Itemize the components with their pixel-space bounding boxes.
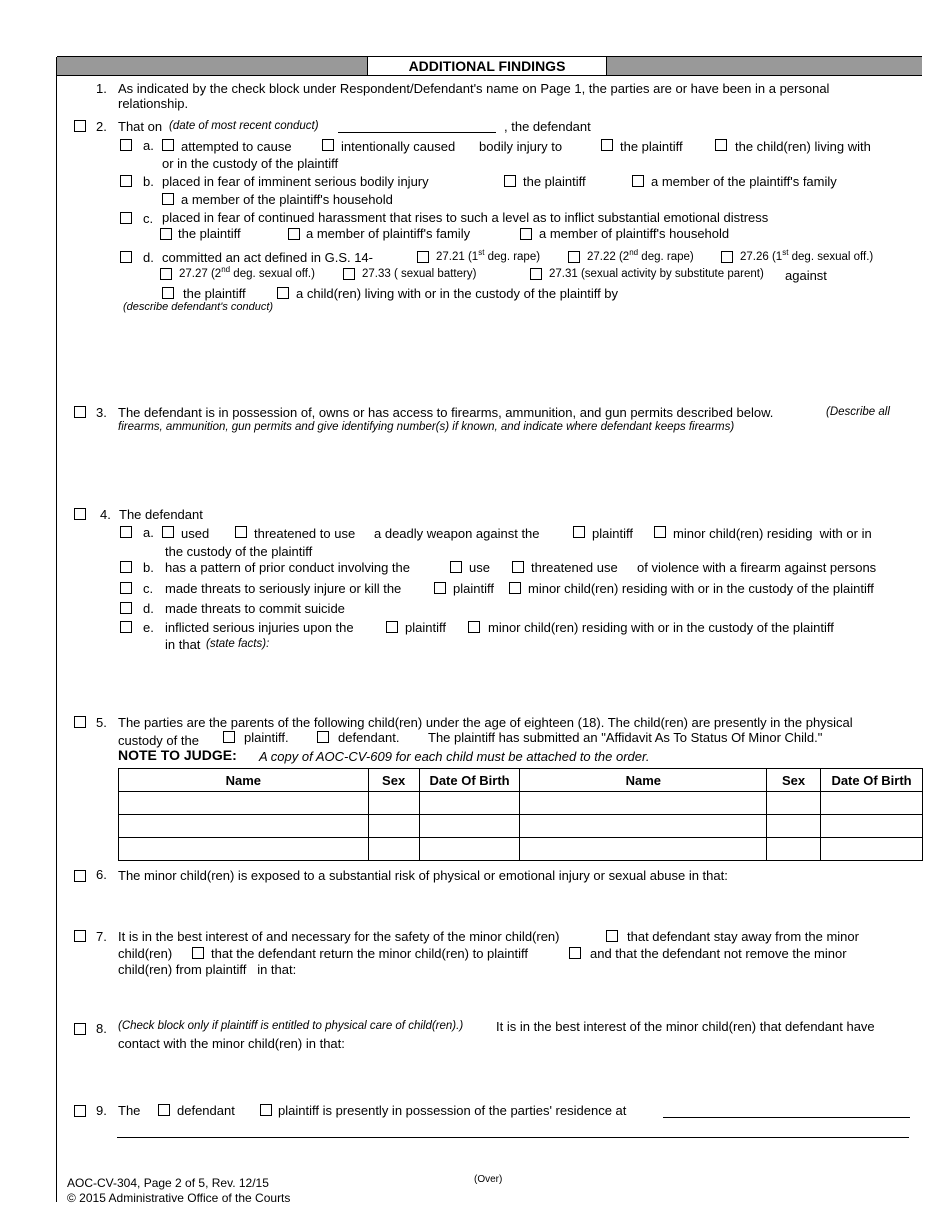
item2d-o2-a: 27.22 (2 xyxy=(587,251,630,263)
item2d-against: against xyxy=(785,268,827,283)
item2d-o4-sup: nd xyxy=(221,265,231,275)
left-margin-rule xyxy=(56,57,57,1202)
table-cell[interactable] xyxy=(821,838,923,861)
col-header-dob-2: Date Of Birth xyxy=(821,769,923,792)
item5-line1: The parties are the parents of the following child(ren) under the age of eighteen (18). The child(ren) are presently in the physical xyxy=(118,715,853,730)
table-row xyxy=(119,838,923,861)
item2-prefix: That on xyxy=(118,119,163,134)
item4b-text: has a pattern of prior conduct involving the xyxy=(165,560,410,575)
item2d-o7-checkbox[interactable] xyxy=(162,287,174,299)
item4c-opt2-checkbox[interactable] xyxy=(509,582,521,594)
item9-address-field[interactable] xyxy=(663,1117,910,1118)
item4c-text: made threats to seriously injure or kill the xyxy=(165,581,402,596)
item2d-o1-checkbox[interactable] xyxy=(417,251,429,263)
item4a-mid: a deadly weapon against the xyxy=(374,526,540,541)
item2d-o3-checkbox[interactable] xyxy=(721,251,733,263)
item6-checkbox[interactable] xyxy=(74,870,86,882)
item8-checkbox[interactable] xyxy=(74,1023,86,1035)
item2d-o1-label xyxy=(436,248,541,263)
item2d-o3-label xyxy=(740,248,874,263)
item2a-opt2-label: intentionally caused xyxy=(341,139,456,154)
item5-note-label: NOTE TO JUDGE: xyxy=(118,747,237,763)
item3-hint1: (Describe all xyxy=(826,406,890,418)
item2c-text: placed in fear of continued harassment that rises to such a level as to inflict substantial emotional distress xyxy=(162,210,769,225)
col-header-dob-1: Date Of Birth xyxy=(419,769,520,792)
col-header-sex-2: Sex xyxy=(767,769,821,792)
table-row xyxy=(119,815,923,838)
table-cell[interactable] xyxy=(368,792,419,815)
item7-opt1-label: that defendant stay away from the minor xyxy=(627,929,859,944)
item2a-opt1-checkbox[interactable] xyxy=(162,139,174,151)
table-cell[interactable] xyxy=(119,815,369,838)
table-cell[interactable] xyxy=(419,815,520,838)
header-top-rule xyxy=(57,56,922,57)
item4b-tail: of violence with a firearm against persons xyxy=(637,560,877,575)
item9-opt2-label: plaintiff is presently in possession of the parties' residence at xyxy=(278,1103,627,1118)
item5-line2b: The plaintiff has submitted an "Affidavit As To Status Of Minor Child." xyxy=(428,730,823,745)
item2b-opt2-label: a member of the plaintiff's family xyxy=(651,174,837,189)
item4b-opt1-label: use xyxy=(469,560,490,575)
item5-number: 5. xyxy=(96,715,107,730)
item4e-text: inflicted serious injuries upon the xyxy=(165,620,354,635)
item2c-checkbox[interactable] xyxy=(120,212,132,224)
item7-number: 7. xyxy=(96,929,107,944)
item2a-opt3-label: the plaintiff xyxy=(620,139,683,154)
item2d-text: committed an act defined in G.S. 14- xyxy=(162,250,373,265)
col-header-name-1: Name xyxy=(119,769,369,792)
item4e-opt2-label: minor child(ren) residing with or in the custody of the plaintiff xyxy=(488,620,834,635)
item4e-opt1-checkbox[interactable] xyxy=(386,621,398,633)
item2d-o4-a: 27.27 (2 xyxy=(179,268,222,280)
item2d-o6-checkbox[interactable] xyxy=(530,268,542,280)
item7-line3: child(ren) from plaintiff in that: xyxy=(118,962,297,977)
item4a-letter: a. xyxy=(143,525,154,540)
item4-text: The defendant xyxy=(119,507,203,522)
item2d-o1-b: deg. rape) xyxy=(484,251,541,263)
item4a-cont: the custody of the plaintiff xyxy=(165,544,313,559)
col-header-sex-1: Sex xyxy=(368,769,419,792)
table-cell[interactable] xyxy=(119,838,369,861)
item2b-opt3-checkbox[interactable] xyxy=(162,193,174,205)
item2d-o2-checkbox[interactable] xyxy=(568,251,580,263)
table-cell[interactable] xyxy=(119,792,369,815)
item2b-checkbox[interactable] xyxy=(120,175,132,187)
item2a-opt4-label: the child(ren) living with xyxy=(735,139,871,154)
item6-number: 6. xyxy=(96,867,107,882)
item2d-o4-checkbox[interactable] xyxy=(160,268,172,280)
item4-checkbox[interactable] xyxy=(74,508,86,520)
item4e-cont: in that xyxy=(165,637,201,652)
item9-address-field-line2[interactable] xyxy=(117,1137,909,1138)
item7-opt2-checkbox[interactable] xyxy=(192,947,204,959)
children-table xyxy=(118,768,923,861)
item2a-opt3-checkbox[interactable] xyxy=(601,139,613,151)
table-cell[interactable] xyxy=(821,792,923,815)
item2-date-field[interactable] xyxy=(338,132,496,133)
item4e-letter: e. xyxy=(143,620,154,635)
item1-line2: relationship. xyxy=(118,96,189,111)
item2b-opt1-checkbox[interactable] xyxy=(504,175,516,187)
item8-line1: It is in the best interest of the minor child(ren) that defendant have xyxy=(496,1019,875,1034)
item2d-hint: (describe defendant's conduct) xyxy=(123,301,274,313)
item2-suffix: , the defendant xyxy=(504,119,591,134)
item2d-o4-b: deg. sexual off.) xyxy=(230,268,315,280)
item2d-o8-label: a child(ren) living with or in the custody of the plaintiff by xyxy=(296,286,619,301)
item2d-o1-sup: st xyxy=(478,248,485,258)
item9-number: 9. xyxy=(96,1103,107,1118)
item4e-hint: (state facts): xyxy=(206,638,270,650)
item2-number: 2. xyxy=(96,119,107,134)
table-cell[interactable] xyxy=(821,815,923,838)
item2d-o7-label: the plaintiff xyxy=(183,286,246,301)
item4a-opt2-label: threatened to use xyxy=(254,526,356,541)
footer-copyright: © 2015 Administrative Office of the Courts xyxy=(67,1191,291,1205)
item9-opt2-checkbox[interactable] xyxy=(260,1104,272,1116)
item2c-opt3-label: a member of plaintiff's household xyxy=(539,226,730,241)
item2a-letter: a. xyxy=(143,138,154,153)
item7-line1: It is in the best interest of and necessary for the safety of the minor child(ren) xyxy=(118,929,560,944)
item4c-opt2-label: minor child(ren) residing with or in the custody of the plaintiff xyxy=(528,581,874,596)
item4a-opt4-checkbox[interactable] xyxy=(654,526,666,538)
item4b-letter: b. xyxy=(143,560,154,575)
table-cell[interactable] xyxy=(419,792,520,815)
item2c-opt2-label: a member of plaintiff's family xyxy=(306,226,471,241)
item2b-opt3-label: a member of the plaintiff's household xyxy=(181,192,393,207)
item6-text: The minor child(ren) is exposed to a substantial risk of physical or emotional injury or sexual abuse in that: xyxy=(118,868,728,883)
item2d-o3-sup: st xyxy=(782,248,789,258)
item3-number: 3. xyxy=(96,405,107,420)
item2d-o3-b: deg. sexual off.) xyxy=(788,251,874,263)
item2b-text: placed in fear of imminent serious bodily injury xyxy=(162,174,429,189)
item4c-opt1-checkbox[interactable] xyxy=(434,582,446,594)
item2d-o4-label xyxy=(179,265,315,280)
item4c-opt1-label: plaintiff xyxy=(453,581,494,596)
item4e-checkbox[interactable] xyxy=(120,621,132,633)
item4c-checkbox[interactable] xyxy=(120,582,132,594)
item7-opt3-label: and that the defendant not remove the minor xyxy=(590,946,847,961)
item2d-o1-a: 27.21 (1 xyxy=(436,251,479,263)
item2c-opt2-checkbox[interactable] xyxy=(288,228,300,240)
item4d-letter: d. xyxy=(143,601,154,616)
item2-checkbox[interactable] xyxy=(74,120,86,132)
item2b-letter: b. xyxy=(143,174,154,189)
item7-opt3-checkbox[interactable] xyxy=(569,947,581,959)
header-bottom-rule xyxy=(57,75,922,76)
item2c-letter: c. xyxy=(143,211,154,226)
item1-number: 1. xyxy=(96,81,107,96)
item2d-o5-checkbox[interactable] xyxy=(343,268,355,280)
item5-opt2-label: defendant. xyxy=(338,730,400,745)
item2a-checkbox[interactable] xyxy=(120,139,132,151)
item4a-opt2-checkbox[interactable] xyxy=(235,526,247,538)
table-cell[interactable] xyxy=(520,792,767,815)
item9-opt1-label: defendant xyxy=(177,1103,235,1118)
item2d-checkbox[interactable] xyxy=(120,251,132,263)
item2d-o2-b: deg. rape) xyxy=(638,251,694,263)
item2c-opt1-checkbox[interactable] xyxy=(160,228,172,240)
item9-opt1-checkbox[interactable] xyxy=(158,1104,170,1116)
item7-checkbox[interactable] xyxy=(74,930,86,942)
item4c-letter: c. xyxy=(143,581,154,596)
item5-opt1-checkbox[interactable] xyxy=(223,731,235,743)
item1-line1: As indicated by the check block under Respondent/Defendant's name on Page 1, the parties are or have been in a personal xyxy=(118,81,830,96)
section-title: ADDITIONAL FINDINGS xyxy=(408,58,566,74)
item2d-o6-label: 27.31 (sexual activity by substitute parent) xyxy=(549,268,764,280)
footer-form-number: AOC-CV-304, Page 2 of 5, Rev. 12/15 xyxy=(67,1176,269,1190)
table-cell[interactable] xyxy=(419,838,520,861)
item2b-opt1-label: the plaintiff xyxy=(523,174,586,189)
item4b-checkbox[interactable] xyxy=(120,561,132,573)
item2d-o2-sup: nd xyxy=(629,248,639,258)
item2c-opt3-checkbox[interactable] xyxy=(520,228,532,240)
table-cell[interactable] xyxy=(767,792,821,815)
item3-checkbox[interactable] xyxy=(74,406,86,418)
item5-line2a: custody of the xyxy=(118,733,199,748)
item4b-opt2-checkbox[interactable] xyxy=(512,561,524,573)
item5-note-text: A copy of AOC-CV-609 for each child must be attached to the order. xyxy=(259,749,650,764)
item4-number: 4. xyxy=(100,507,111,522)
item9-checkbox[interactable] xyxy=(74,1105,86,1117)
children-table-header-row xyxy=(119,769,923,792)
item2d-o3-a: 27.26 (1 xyxy=(740,251,783,263)
item5-opt2-checkbox[interactable] xyxy=(317,731,329,743)
footer-over: (Over) xyxy=(474,1174,503,1185)
table-row xyxy=(119,792,923,815)
table-cell[interactable] xyxy=(368,838,419,861)
item4b-opt1-checkbox[interactable] xyxy=(450,561,462,573)
item2a-opt2-checkbox[interactable] xyxy=(322,139,334,151)
item4a-opt4-label: minor child(ren) residing with or in xyxy=(673,526,872,541)
item2a-opt1-label: attempted to cause xyxy=(181,139,292,154)
item2d-letter: d. xyxy=(143,250,154,265)
item4a-opt1-checkbox[interactable] xyxy=(162,526,174,538)
item4d-checkbox[interactable] xyxy=(120,602,132,614)
table-cell[interactable] xyxy=(368,815,419,838)
item4a-checkbox[interactable] xyxy=(120,526,132,538)
item9-the: The xyxy=(118,1103,141,1118)
item4a-opt3-label: plaintiff xyxy=(592,526,633,541)
item4a-opt3-checkbox[interactable] xyxy=(573,526,585,538)
item8-line2: contact with the minor child(ren) in that: xyxy=(118,1036,345,1051)
item3-line1: The defendant is in possession of, owns or has access to firearms, ammunition, and gun permits described below. xyxy=(118,405,774,420)
item4e-opt2-checkbox[interactable] xyxy=(468,621,480,633)
item4b-opt2-label: threatened use xyxy=(531,560,618,575)
item4e-opt1-label: plaintiff xyxy=(405,620,446,635)
table-cell[interactable] xyxy=(520,838,767,861)
item2-date-hint: (date of most recent conduct) xyxy=(169,120,319,132)
item8-number: 8. xyxy=(96,1021,107,1036)
item7-opt2-label: that the defendant return the minor child(ren) to plaintiff xyxy=(211,946,529,961)
item4d-text: made threats to commit suicide xyxy=(165,601,345,616)
item3-hint2: firearms, ammunition, gun permits and give identifying number(s) if known, and indicate where defendant keeps firearms) xyxy=(118,421,735,433)
item2d-o2-label xyxy=(587,248,694,263)
item7-line2: child(ren) xyxy=(118,946,173,961)
item7-opt1-checkbox[interactable] xyxy=(606,930,618,942)
item8-hint: (Check block only if plaintiff is entitled to physical care of child(ren).) xyxy=(118,1020,464,1032)
table-cell[interactable] xyxy=(520,815,767,838)
col-header-name-2: Name xyxy=(520,769,767,792)
item2d-o5-label: 27.33 ( sexual battery) xyxy=(362,268,477,280)
table-cell[interactable] xyxy=(767,838,821,861)
item2b-opt2-checkbox[interactable] xyxy=(632,175,644,187)
item5-checkbox[interactable] xyxy=(74,716,86,728)
item2c-opt1-label: the plaintiff xyxy=(178,226,241,241)
item2d-o8-checkbox[interactable] xyxy=(277,287,289,299)
item4a-opt1-label: used xyxy=(181,526,210,541)
item5-opt1-label: plaintiff. xyxy=(244,730,289,745)
item2a-opt4-checkbox[interactable] xyxy=(715,139,727,151)
table-cell[interactable] xyxy=(767,815,821,838)
item2a-mid: bodily injury to xyxy=(479,139,563,154)
item2a-cont: or in the custody of the plaintiff xyxy=(162,156,339,171)
